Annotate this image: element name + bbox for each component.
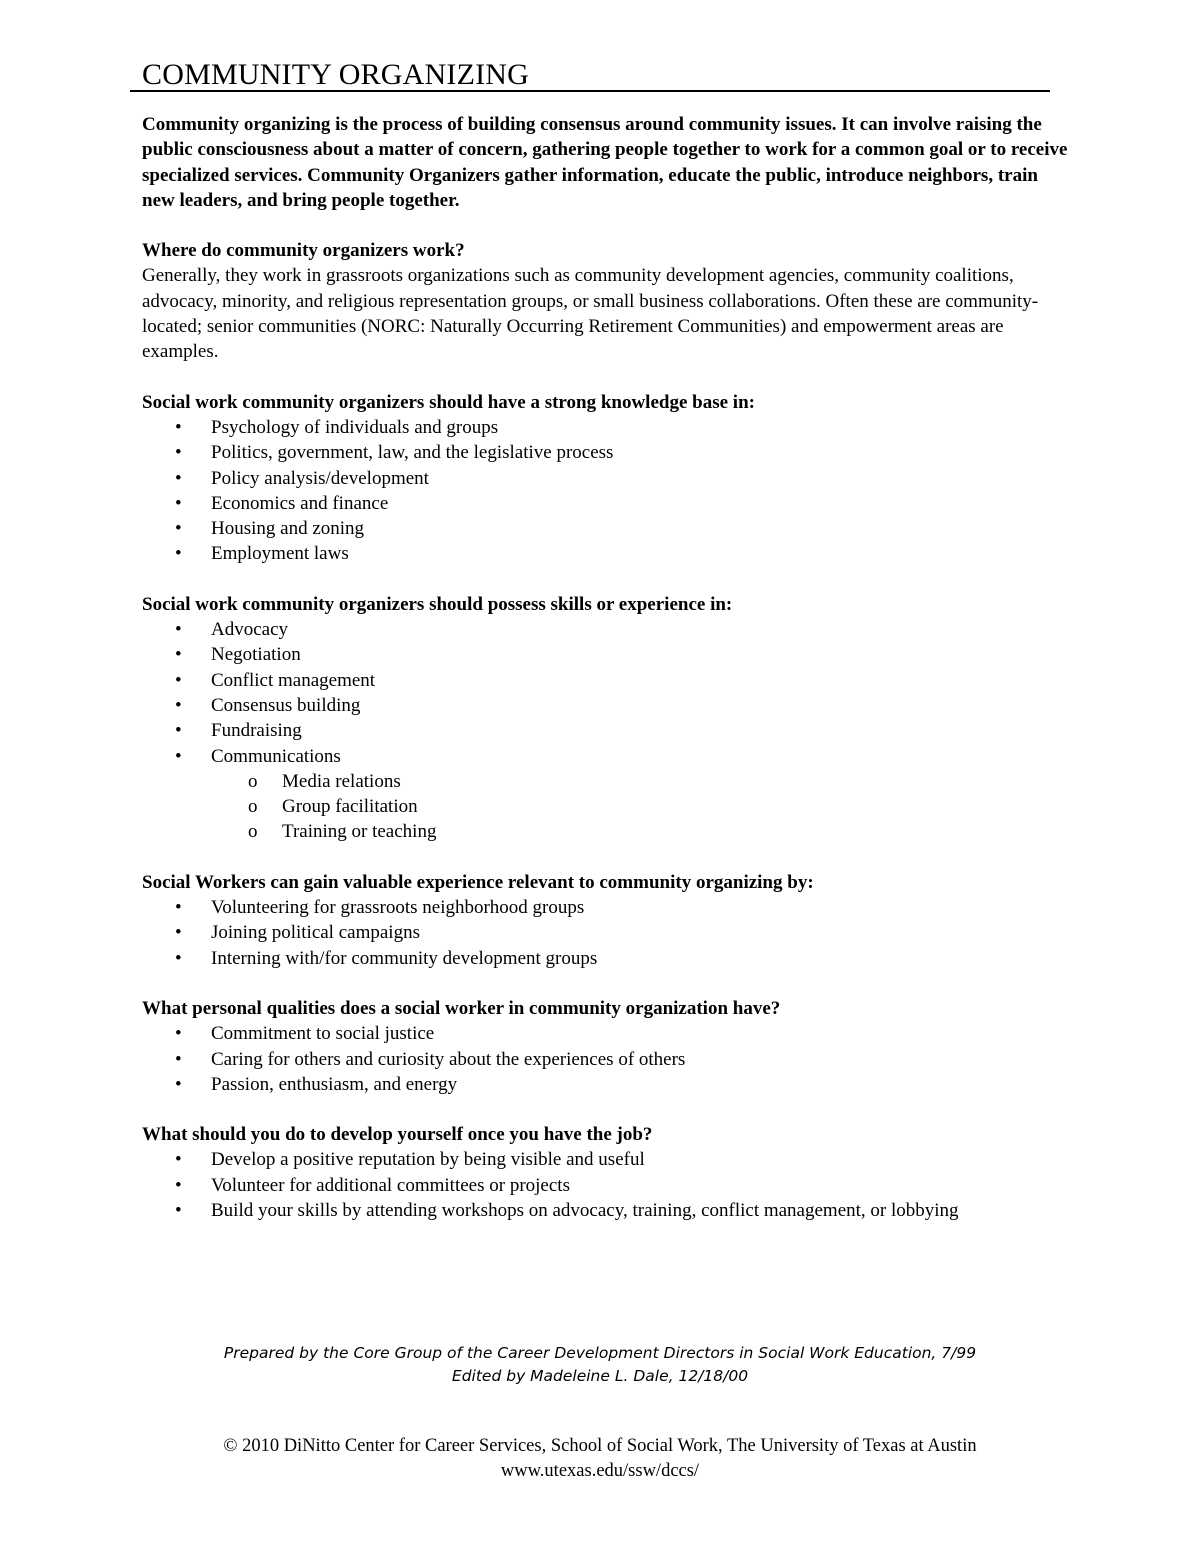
list-item-text: Negotiation xyxy=(211,644,301,666)
list-item xyxy=(142,466,1072,491)
section-heading: Social Workers can gain valuable experience relevant to community organizing by: xyxy=(142,871,814,893)
bullet-icon: • xyxy=(175,669,182,691)
list-item-text: Fundraising xyxy=(211,720,302,742)
sub-bullet-icon: o xyxy=(248,796,258,818)
bullet-icon: • xyxy=(175,467,182,489)
list-item-text: Housing and zoning xyxy=(211,518,365,540)
list-item-text: Communications xyxy=(211,745,341,767)
section-heading: What personal qualities does a social worker in community organization have? xyxy=(142,997,781,1019)
bullet-icon: • xyxy=(175,619,182,641)
bullet-list xyxy=(142,1147,1072,1223)
bullet-list xyxy=(142,895,1072,971)
bullet-icon: • xyxy=(175,644,182,666)
list-item xyxy=(142,895,1072,920)
section-heading: Social work community organizers should possess skills or experience in: xyxy=(142,593,733,615)
bullet-list xyxy=(142,1021,1072,1097)
bullet-icon: • xyxy=(175,442,182,464)
copyright-footer xyxy=(0,1434,1200,1484)
prepared-by-text: Prepared by the Core Group of the Career Development Directors in Social Work Education, 7/99 xyxy=(223,1344,977,1362)
section-heading: Social work community organizers should have a strong knowledge base in: xyxy=(142,391,755,413)
page-title: COMMUNITY ORGANIZING xyxy=(142,58,530,91)
list-item-text: Volunteering for grassroots neighborhood groups xyxy=(211,897,585,919)
bullet-icon: • xyxy=(175,1149,182,1171)
copyright-text: © 2010 DiNitto Center for Career Services, School of Social Work, The University of Texas at Austin xyxy=(223,1436,977,1456)
document-body xyxy=(142,112,1072,1248)
section-heading: Where do community organizers work? xyxy=(142,240,465,262)
section-skills xyxy=(142,592,1072,845)
list-item-text: Economics and finance xyxy=(211,492,389,514)
bullet-icon: • xyxy=(175,1048,182,1070)
list-item xyxy=(142,920,1072,945)
bullet-icon: • xyxy=(175,694,182,716)
list-item xyxy=(142,1198,1072,1223)
list-item-text: Caring for others and curiosity about the experiences of others xyxy=(211,1048,686,1070)
list-item-text: Advocacy xyxy=(211,619,289,641)
list-item-text: Passion, enthusiasm, and energy xyxy=(211,1073,458,1095)
section-where xyxy=(142,238,1072,364)
list-item xyxy=(142,668,1072,693)
list-item-text: Interning with/for community development groups xyxy=(211,947,598,969)
bullet-icon: • xyxy=(175,416,182,438)
sub-bullet-icon: o xyxy=(248,770,258,792)
section-qualities xyxy=(142,996,1072,1097)
list-item-text: Policy analysis/development xyxy=(211,467,429,489)
bullet-icon: • xyxy=(175,1073,182,1095)
list-item-text: Politics, government, law, and the legislative process xyxy=(211,442,614,464)
list-item xyxy=(142,718,1072,743)
bullet-icon: • xyxy=(175,492,182,514)
sub-list-item-text: Group facilitation xyxy=(282,796,418,818)
sub-list-item xyxy=(142,794,1072,819)
section-paragraph: Generally, they work in grassroots organizations such as community development agencies, community coalitions, advocacy, minority, and religious representation groups, or small business collaborations. Often these are community-located; senior communities (NORC: Naturally Occurring Retirement Communities) and empowerment areas are examples. xyxy=(142,265,1039,363)
list-item xyxy=(142,744,1072,845)
bullet-icon: • xyxy=(175,745,182,767)
bullet-list xyxy=(142,415,1072,567)
list-item-text: Consensus building xyxy=(211,694,361,716)
bullet-icon: • xyxy=(175,897,182,919)
bullet-icon: • xyxy=(175,720,182,742)
bullet-icon: • xyxy=(175,1023,182,1045)
list-item-text: Develop a positive reputation by being visible and useful xyxy=(211,1149,645,1171)
intro-paragraph: Community organizing is the process of building consensus around community issues. It can involve raising the public consciousness about a matter of concern, gathering people together to work for a common goal or to receive specialized services. Community Organizers gather information, educate the public, introduce neighbors, train new leaders, and bring people together. xyxy=(142,114,1068,211)
list-item-text: Conflict management xyxy=(211,669,376,691)
list-item-text: Build your skills by attending workshops on advocacy, training, conflict management, or lobbying xyxy=(211,1199,959,1221)
section-knowledge xyxy=(142,390,1072,567)
prepared-by-footer xyxy=(0,1342,1200,1388)
list-item xyxy=(142,516,1072,541)
sub-list-item xyxy=(142,769,1072,794)
list-item xyxy=(142,415,1072,440)
bullet-icon: • xyxy=(175,543,182,565)
website-link[interactable]: www.utexas.edu/ssw/dccs/ xyxy=(500,1461,700,1481)
edited-by-text: Edited by Madeleine L. Dale, 12/18/00 xyxy=(451,1367,749,1385)
bullet-icon: • xyxy=(175,1174,182,1196)
list-item xyxy=(142,1047,1072,1072)
list-item xyxy=(142,491,1072,516)
list-item-text: Volunteer for additional committees or projects xyxy=(211,1174,570,1196)
sub-list-item xyxy=(142,819,1072,844)
list-item xyxy=(142,642,1072,667)
list-item xyxy=(142,617,1072,642)
list-item-text: Commitment to social justice xyxy=(211,1023,435,1045)
list-item xyxy=(142,1173,1072,1198)
section-heading: What should you do to develop yourself once you have the job? xyxy=(142,1124,653,1146)
sub-bullet-icon: o xyxy=(248,821,258,843)
section-develop xyxy=(142,1122,1072,1223)
bullet-icon: • xyxy=(175,922,182,944)
list-item-text: Employment laws xyxy=(211,543,349,565)
list-item-text: Joining political campaigns xyxy=(211,922,420,944)
list-item xyxy=(142,541,1072,566)
list-item xyxy=(142,1021,1072,1046)
list-item-text: Psychology of individuals and groups xyxy=(211,416,499,438)
section-experience xyxy=(142,870,1072,971)
list-item xyxy=(142,693,1072,718)
title-underline xyxy=(130,90,1050,92)
bullet-list xyxy=(142,617,1072,845)
bullet-icon: • xyxy=(175,947,182,969)
sub-bullet-list xyxy=(211,769,1072,845)
list-item xyxy=(142,440,1072,465)
list-item xyxy=(142,1072,1072,1097)
bullet-icon: • xyxy=(175,1199,182,1221)
list-item xyxy=(142,1147,1072,1172)
sub-list-item-text: Media relations xyxy=(282,770,401,792)
sub-list-item-text: Training or teaching xyxy=(282,821,437,843)
bullet-icon: • xyxy=(175,518,182,540)
list-item xyxy=(142,946,1072,971)
